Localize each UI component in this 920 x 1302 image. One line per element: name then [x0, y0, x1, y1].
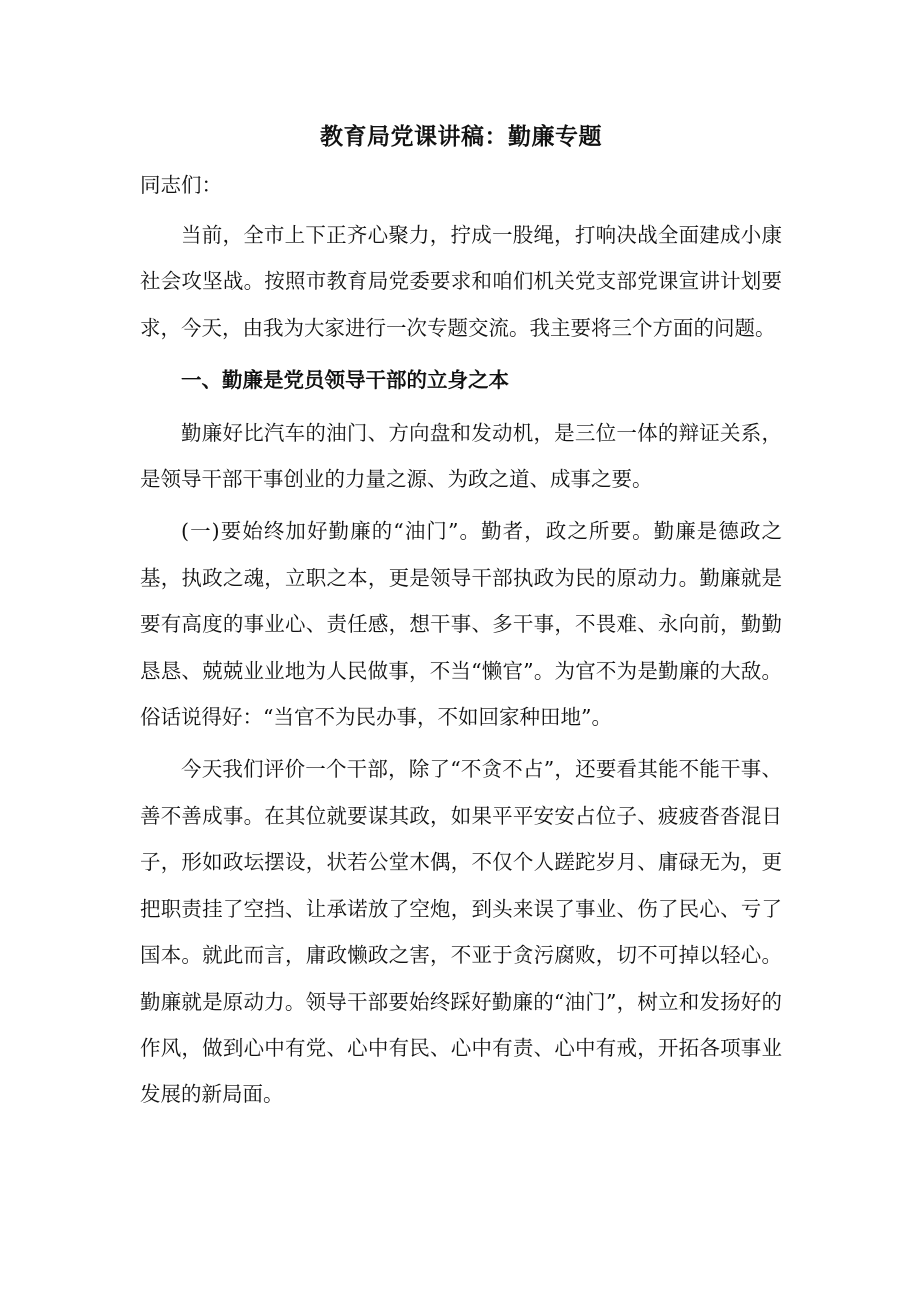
intro-paragraph: 当前，全市上下正齐心聚力，拧成一股绳，打响决战全面建成小康社会攻坚战。按照市教育局党委要求和咱们机关党支部党课宣讲计划要求，今天，由我为大家进行一次专题交流。我主要将三个方面的问题。	[140, 223, 782, 340]
body-paragraph: (一)要始终加好勤廉的“油门”。勤者，政之所要。勤廉是德政之基，执政之魂，立职之本，更是领导干部执政为民的原动力。勤廉就是要有高度的事业心、责任感，想干事、多干事，不畏难、永向前，勤勤恳恳、兢兢业业地为人民做事，不当“懒官”。为官不为是勤廉的大敌。俗话说得好：“当官不为民办事，不如回家种田地”。	[140, 519, 782, 730]
section-heading-1: 一、勤廉是党员领导干部的立身之本	[181, 368, 509, 393]
body-paragraph: 今天我们评价一个干部，除了“不贪不占”，还要看其能不能干事、善不善成事。在其位就要谋其政，如果平平安安占位子、疲疲沓沓混日子，形如政坛摆设，状若公堂木偶，不仅个人蹉跎岁月、庸碌无为，更把职责挂了空挡、让承诺放了空炮，到头来误了事业、伤了民心、亏了国本。就此而言，庸政懒政之害，不亚于贪污腐败，切不可掉以轻心。勤廉就是原动力。领导干部要始终踩好勤廉的“油门”，树立和发扬好的作风，做到心中有党、心中有民、心中有责、心中有戒，开拓各项事业发展的新局面。	[140, 757, 782, 1107]
document-page	[140, 112, 782, 1120]
document-title: 教育局党课讲稿：勤廉专题	[320, 123, 602, 150]
salutation: 同志们：	[140, 173, 222, 197]
body-paragraph: 勤廉好比汽车的油门、方向盘和发动机，是三位一体的辩证关系，是领导干部干事创业的力量之源、为政之道、成事之要。	[140, 420, 782, 492]
